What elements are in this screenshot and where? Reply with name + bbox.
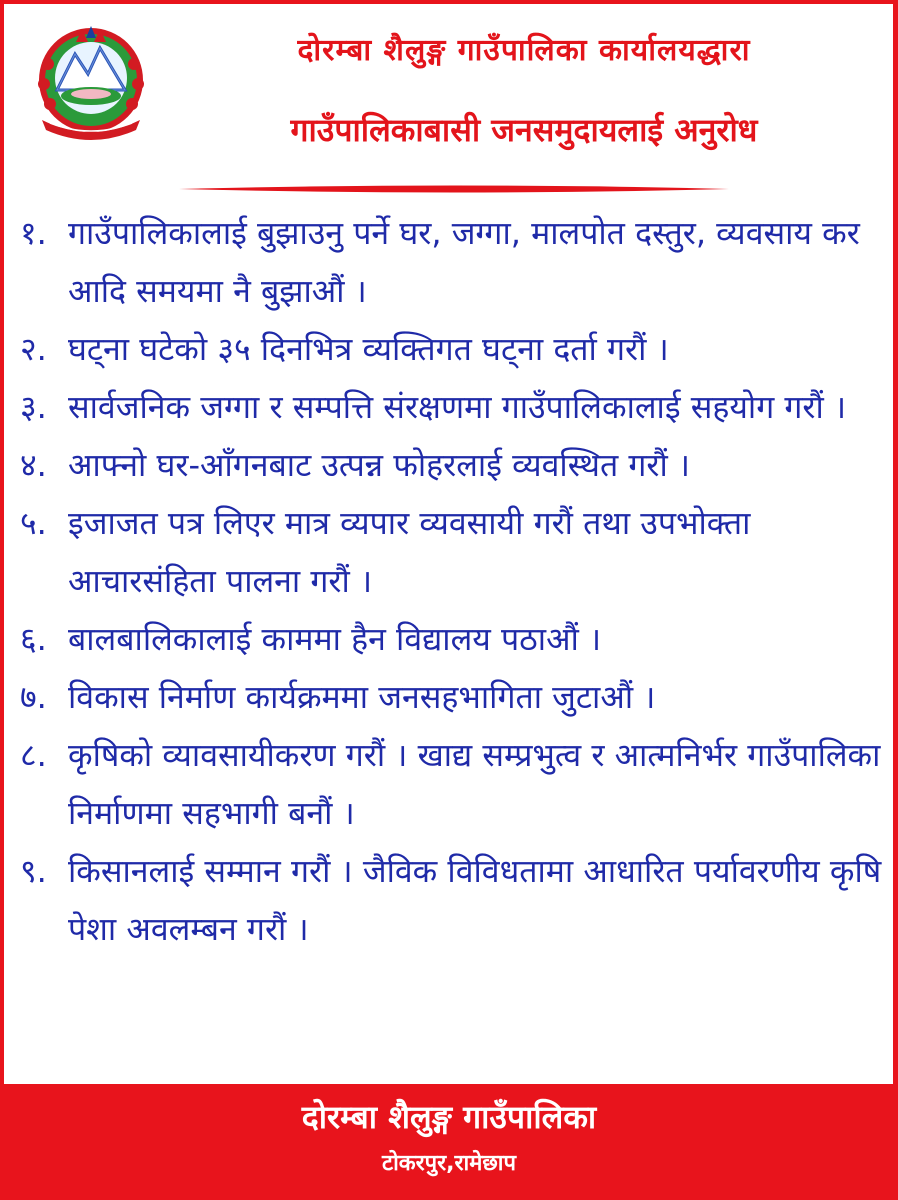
list-item bbox=[20, 320, 890, 378]
item-number: ६. bbox=[20, 620, 47, 658]
heading-divider bbox=[179, 184, 729, 194]
municipality-name: दोरम्बा शैलुङ्ग गाउँपालिका bbox=[301, 1098, 597, 1136]
item-text: विकास निर्माण कार्यक्रममा जनसहभागिता जुटाऔं । bbox=[68, 678, 656, 716]
list-item bbox=[20, 436, 890, 494]
footer-banner bbox=[0, 1085, 898, 1200]
item-text: कृषिको व्यावसायीकरण गरौं । खाद्य सम्प्रभुत्व र आत्मनिर्भर गाउँपालिका निर्माणमा सहभागी बनौं । bbox=[68, 736, 881, 832]
nepal-government-emblem-icon bbox=[30, 24, 152, 140]
item-text: सार्वजनिक जग्गा र सम्पत्ति संरक्षणमा गाउँपालिकालाई सहयोग गरौं । bbox=[68, 388, 847, 426]
item-text: इजाजत पत्र लिएर मात्र व्यपार व्यवसायी गरौं तथा उपभोक्ता आचारसंहिता पालना गरौं । bbox=[68, 504, 751, 600]
notice-panel bbox=[4, 4, 893, 1084]
item-number: ५. bbox=[20, 504, 47, 542]
item-text: गाउँपालिकालाई बुझाउनु पर्ने घर, जग्गा, मालपोत दस्तुर, व्यवसाय कर आदि समयमा नै बुझाऔं । bbox=[68, 214, 860, 310]
list-item bbox=[20, 726, 890, 842]
item-text: घट्ना घटेको ३५ दिनभित्र व्यक्तिगत घट्ना दर्ता गरौं । bbox=[68, 330, 669, 368]
item-text: आफ्नो घर-आँगनबाट उत्पन्न फोहरलाई व्यवस्थित गरौं । bbox=[68, 446, 691, 484]
item-number: ३. bbox=[20, 388, 47, 426]
item-number: ७. bbox=[20, 678, 47, 716]
list-item bbox=[20, 842, 890, 958]
list-item bbox=[20, 610, 890, 668]
item-text: बालबालिकालाई काममा हैन विद्यालय पठाऔं । bbox=[68, 620, 602, 658]
office-title: दोरम्बा शैलुङ्ग गाउँपालिका कार्यालयद्धारा bbox=[297, 33, 751, 68]
item-text: किसानलाई सम्मान गरौं । जैविक विविधतामा आधारित पर्यावरणीय कृषि पेशा अवलम्बन गरौं । bbox=[68, 852, 882, 948]
item-number: १. bbox=[20, 214, 47, 252]
list-item bbox=[20, 204, 890, 320]
municipality-address: टोकरपुर,रामेछाप bbox=[382, 1151, 516, 1176]
request-list bbox=[20, 204, 890, 958]
item-number: ८. bbox=[20, 736, 47, 774]
item-number: ९. bbox=[20, 852, 47, 890]
item-number: ४. bbox=[20, 446, 47, 484]
list-item bbox=[20, 378, 890, 436]
item-number: २. bbox=[20, 330, 47, 368]
list-item bbox=[20, 494, 890, 610]
list-item bbox=[20, 668, 890, 726]
request-heading: गाउँपालिकाबासी जनसमुदायलाई अनुरोध bbox=[290, 111, 758, 149]
